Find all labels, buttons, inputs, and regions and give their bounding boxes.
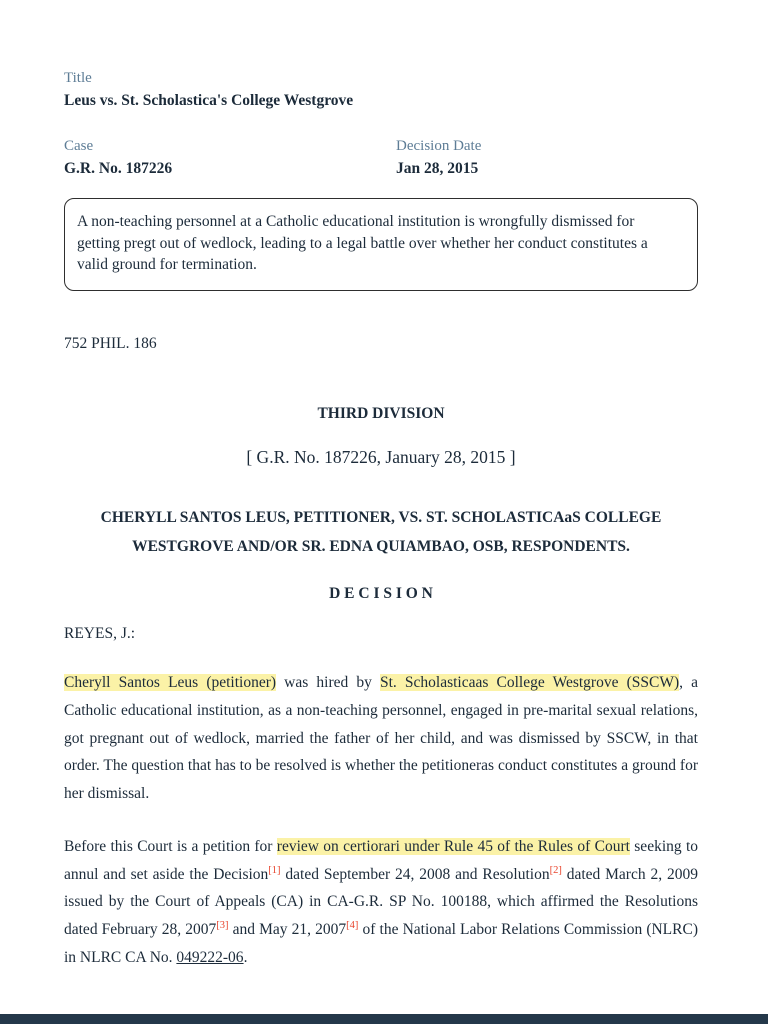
division-heading: THIRD DIVISION [317,405,445,423]
decision-date-label: Decision Date [396,138,482,154]
title-value: Leus vs. St. Scholastica's College Westgrove [64,92,354,109]
text-segment: and May 21, 2007 [228,921,347,939]
text-segment: . [243,948,248,966]
footnote-ref[interactable]: [1] [268,864,281,876]
case-summary-text: A non-teaching personnel at a Catholic educational institution is wrongfully dismissed for getting pregt out of wedlock, leading to a legal battle over whether her conduct constitutes a valid ground for termination. [77,213,648,274]
paragraph-1 [64,669,698,807]
highlighted-text: St. Scholasticaas College Westgrove (SSCW) [379,674,680,692]
decision-heading: D E C I S I O N [329,585,433,603]
text-segment: was hired by [276,674,380,692]
text-segment: Before this Court is a petition for [64,838,277,856]
highlighted-text: Cheryll Santos Leus (petitioner) [64,674,277,692]
title-label: Title [64,70,92,86]
case-summary-box [64,198,698,291]
case-value: G.R. No. 187226 [64,160,173,177]
phil-report-citation: 752 PHIL. 186 [64,335,157,353]
viewer-bottom-bar [0,1014,768,1024]
text-segment: seeking to annul and set aside the Decision [64,838,699,883]
paragraph-2 [64,833,698,971]
case-label: Case [64,138,94,154]
case-parties: CHERYLL SANTOS LEUS, PETITIONER, VS. ST. SCHOLASTICAaS COLLEGE WESTGROVE AND/OR SR. EDNA QUIAMBAO, OSB, RESPONDENTS. [100,509,662,555]
footnote-ref[interactable]: [2] [549,864,562,876]
decision-date-value: Jan 28, 2015 [396,160,479,177]
text-segment: dated September 24, 2008 and Resolution [280,865,550,883]
case-meta-row [64,138,698,178]
text-segment: , a Catholic educational institution, as a non-teaching personnel, engaged in pre-marital sexual relations, got pregnant out of wedlock, married the father of her child, and was dismissed by SSCW, in that order. The question that has to be resolved is whether the petitioneras conduct constitutes a ground for her dismissal. [64,674,698,802]
decision-date-block [396,138,698,178]
case-number-link[interactable]: 049222-06 [176,948,244,966]
highlighted-text: review on certiorari under Rule 45 of the Rules of Court [276,838,630,856]
text-segment: dated March 2, 2009 issued by the Court of Appeals (CA) in CA-G.R. SP No. 100188, which affirmed the Resolutions dated February 28, 2007 [64,865,698,939]
ponente-line: REYES, J.: [64,625,136,643]
footnote-ref[interactable]: [3] [216,919,229,931]
case-block [64,138,396,178]
text-segment: of the National Labor Relations Commission (NLRC) in NLRC CA No. [64,921,698,966]
gr-number-line: [ G.R. No. 187226, January 28, 2015 ] [246,447,516,468]
footnote-ref[interactable]: [4] [346,919,359,931]
title-block [64,70,698,110]
